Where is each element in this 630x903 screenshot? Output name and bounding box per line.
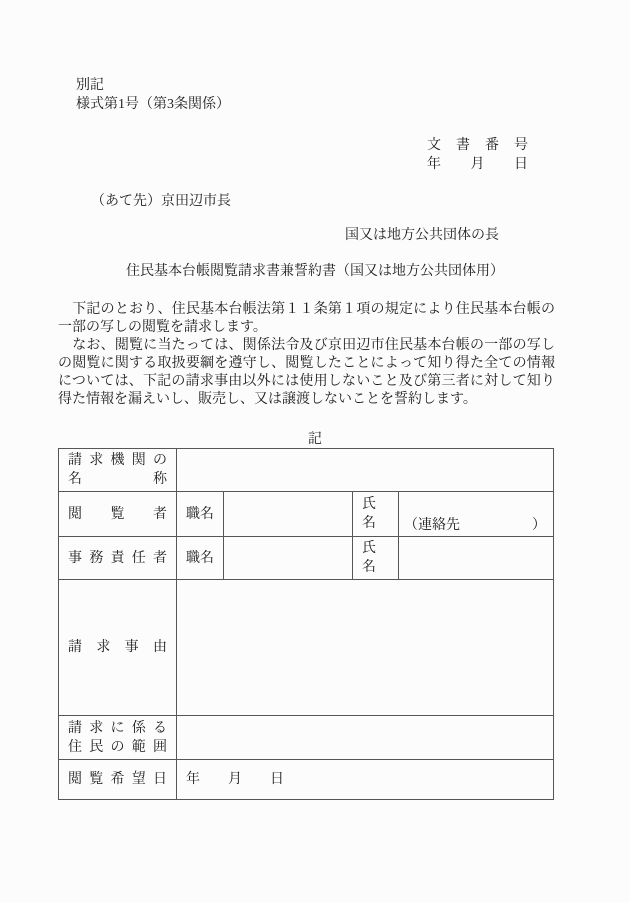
officer-label-cell: 事務責任者 xyxy=(59,537,177,580)
officer-row xyxy=(59,537,554,580)
addressee-line: （あて先）京田辺市長 xyxy=(91,194,231,209)
contact-prefix-label: （連絡先 xyxy=(404,518,460,533)
officer-name-value-cell xyxy=(399,537,554,580)
viewer-contact-cell xyxy=(399,492,554,537)
reason-row xyxy=(59,580,554,716)
officer-job-title-value-cell xyxy=(224,537,353,580)
officer-job-title-label-cell: 職名 xyxy=(177,537,224,580)
viewer-job-title-label-cell: 職名 xyxy=(177,492,224,537)
scope-row xyxy=(59,716,554,760)
document-title: 住民基本台帳閲覧請求書兼誓約書（国又は地方公共団体用） xyxy=(126,264,504,279)
agency-name-label-cell xyxy=(59,449,177,492)
document-number-block xyxy=(427,136,528,174)
list-heading-ki: 記 xyxy=(308,432,322,447)
viewer-row xyxy=(59,492,554,537)
body-paragraph-request: 下記のとおり、住民基本台帳法第１１条第１項の規定により住民基本台帳の一部の写しの閲覧を請求します。 xyxy=(58,302,555,335)
viewer-name-label-cell: 氏名 xyxy=(353,492,399,537)
form-style-number: 様式第1号（第3条関係） xyxy=(76,97,230,112)
body-paragraph-oath: なお、閲覧に当たっては、関係法令及び京田辺市住民基本台帳の一部の写しの閲覧に関する取扱要綱を遵守し、閲覧したことによって知り得た全ての情報については、下記の請求事由以外には使用しないこと及び第三者に対して知り得た情報を漏えいし、販売し、又は譲渡しないことを誓約します。 xyxy=(58,338,555,407)
scope-label-cell xyxy=(59,716,177,760)
viewer-job-title-value-cell xyxy=(224,492,353,537)
form-note: 別記 xyxy=(76,78,104,93)
agency-name-value-cell xyxy=(177,449,554,492)
agency-name-label-line2: 名称 xyxy=(68,472,167,487)
officer-name-label-cell: 氏名 xyxy=(353,537,399,580)
body-text xyxy=(58,301,555,409)
scope-value-cell xyxy=(177,716,554,760)
document-number-label: 文書番号 xyxy=(427,138,528,153)
agency-name-label-line1: 請求機関の xyxy=(68,453,167,468)
reason-value-cell xyxy=(177,580,554,716)
request-form-table xyxy=(58,448,554,800)
preferred-date-row xyxy=(59,760,554,800)
viewer-label-cell: 閲覧者 xyxy=(59,492,177,537)
date-placeholder-line: 年月日 xyxy=(427,157,528,172)
applicant-signature-line: 国又は地方公共団体の長 xyxy=(345,228,499,243)
reason-label-cell xyxy=(59,580,177,716)
preferred-date-label-cell: 閲覧希望日 xyxy=(59,760,177,800)
scope-label-line2: 住民の範囲 xyxy=(68,739,167,755)
scope-label-line1: 請求に係る xyxy=(68,720,167,736)
reason-label: 請求事由 xyxy=(68,640,167,655)
contact-suffix-label: ） xyxy=(532,518,546,533)
agency-name-row xyxy=(59,449,554,492)
preferred-date-placeholder: 年 月 日 xyxy=(177,760,554,800)
